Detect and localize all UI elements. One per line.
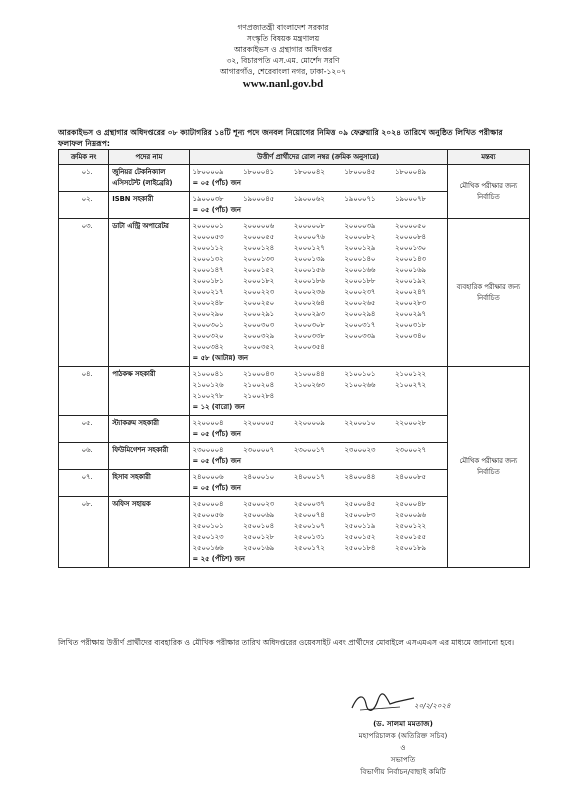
table-row xyxy=(59,165,530,192)
table-header-row xyxy=(59,150,530,165)
roll-number-grid xyxy=(193,445,444,456)
signatory-committee: বিভাগীয় নির্বাচন/বাছাই কমিটি xyxy=(360,767,446,776)
row-post-name: স্ট্যাকরুম সহকারী xyxy=(109,416,189,443)
roll-number: ২৫০০১৫২ xyxy=(344,533,376,541)
roll-number: ২০০০১৩২ xyxy=(192,255,224,263)
roll-number: ২০০০০৫৩ xyxy=(192,233,224,241)
table-row xyxy=(59,367,530,416)
roll-number: ১৯০০০৪৫ xyxy=(243,195,275,203)
roll-number: ২৫০০১৮৯ xyxy=(395,544,426,552)
roll-number: ২৪০০০১৭ xyxy=(293,473,325,481)
roll-number: ২০০০০৮২ xyxy=(344,233,376,241)
roll-number: ২৫০০১৫৫ xyxy=(395,533,426,541)
table-row xyxy=(59,219,530,367)
roll-number: ২৫০০০৯৬ xyxy=(395,511,426,519)
roll-number: ২০০০১৩৩ xyxy=(243,255,275,263)
roll-number: ২৫০০০৬৯ xyxy=(243,511,275,519)
roll-number: ২৫০০১৮৪ xyxy=(344,544,376,552)
roll-number: ২০০০২৮৩ xyxy=(395,299,426,307)
row-post-name: পাঠকক্ষ সহকারী xyxy=(109,367,189,416)
roll-number: ২৫০০১০১ xyxy=(192,522,224,530)
row-total: = ০৫ (পাঁচ) জন xyxy=(192,484,241,492)
roll-number: ২৩০০০০৭ xyxy=(243,446,275,454)
roll-number: ২৫০০১২৮ xyxy=(243,533,275,541)
roll-number: ২৫০০১০৭ xyxy=(293,522,325,530)
roll-number: ২০০০১৪৩ xyxy=(395,255,426,263)
row-post-name: জুনিয়র টেকনিক্যাল এসিসটেন্ট (লাইব্রেরি) xyxy=(109,165,189,192)
roll-number: ২০০০০০৬ xyxy=(243,222,275,230)
roll-number: ২০০০৩১৭ xyxy=(344,321,376,329)
signatory-role: সভাপতি xyxy=(390,755,416,764)
roll-number: ১৯০০০৭১ xyxy=(344,195,376,203)
header-line-address: ৩২, বিচারপতি এস.এম. মোর্শেদ সরণি xyxy=(226,56,340,65)
roll-number: ২০০০১৪০ xyxy=(344,255,376,263)
roll-number: ১৮০০০৪৫ xyxy=(344,168,376,176)
roll-number: ২১০০২০৪ xyxy=(243,381,275,389)
roll-number: ২০০০৩১৮ xyxy=(395,321,426,329)
roll-number: ২৫০০০৭৪ xyxy=(293,511,325,519)
roll-number: ২০০০০৫৫ xyxy=(243,233,275,241)
row-serial: ০২. xyxy=(59,192,109,219)
roll-number: ২৫০০০৪৫ xyxy=(344,500,376,508)
roll-number-grid xyxy=(193,194,444,205)
roll-number: ২৪০০০৪৪ xyxy=(344,473,376,481)
header-post: পদের নাম xyxy=(109,150,189,165)
row-serial: ০১. xyxy=(59,165,109,192)
row-post-name: ফিউমিগেশন সহকারী xyxy=(109,443,189,470)
header-line-department: আরকাইভস ও গ্রন্থাগার অধিদপ্তর xyxy=(234,45,332,54)
signature-block xyxy=(318,690,488,778)
roll-number: ২১০০০৪১ xyxy=(192,370,224,378)
row-post-name: ডাটা এন্ট্রি অপারেটর xyxy=(109,219,189,367)
roll-number: ২০০০১৪৭ xyxy=(192,266,224,274)
remark-viva: মৌখিক পরীক্ষার জন্য নির্বাচিত xyxy=(447,165,529,219)
roll-number: ২২০০০০৯ xyxy=(293,419,325,427)
header-serial: ক্রমিক নং xyxy=(59,150,109,165)
roll-number: ২০০০০০৮ xyxy=(293,222,325,230)
header-line-city: আগারগাঁও, শেরেবাংলা নগর, ঢাকা-১২০৭ xyxy=(219,67,346,76)
roll-number: ২৫০০১২৩ xyxy=(192,533,224,541)
row-roll-numbers xyxy=(189,443,447,470)
roll-number: ২০০০১৮২ xyxy=(243,277,275,285)
roll-number: ২০০০৩৩৯ xyxy=(344,332,376,340)
row-total: = ০৫ (পাঁচ) জন xyxy=(192,206,241,214)
row-total: = ১২ (বারো) জন xyxy=(192,403,245,411)
remark-viva: মৌখিক পরীক্ষার জন্য নির্বাচিত xyxy=(447,367,529,568)
header-remarks: মন্তব্য xyxy=(447,150,529,165)
roll-number: ২০০০২৫০ xyxy=(243,299,275,307)
roll-number: ২০০০০৫০ xyxy=(395,222,426,230)
roll-number: ২২০০০২৮ xyxy=(395,419,426,427)
remark-practical: ব্যবহারিক পরীক্ষার জন্য নির্বাচিত xyxy=(447,219,529,367)
row-serial: ০৬. xyxy=(59,443,109,470)
row-roll-numbers xyxy=(189,367,447,416)
roll-number: ১৮০০০০৯ xyxy=(192,168,224,176)
roll-number: ২৫০০১১৯ xyxy=(344,522,376,530)
roll-number: ২০০০১৩৯ xyxy=(293,255,325,263)
notice-intro: আরকাইভস ও গ্রন্থাগার অধিদপ্তরের ০৮ ক্যাটাগরির ১৪টি শূন্য পদে জনবল নিয়োগের নিমিত্ত ০৯ ফেব্রুয়ারি ২০২৪ তারিখে অনুষ্ঠিত লিখিত পরীক্ষার ফলাফল নিম্নরূপ: xyxy=(58,128,503,148)
roll-number: ২২০০০০৪ xyxy=(192,419,224,427)
row-post-name: হিসাব সহকারী xyxy=(109,470,189,497)
roll-number: ২৫০০১৬৯ xyxy=(243,544,275,552)
row-serial: ০৪. xyxy=(59,367,109,416)
roll-number: ২৩০০০০৪ xyxy=(192,446,224,454)
row-serial: ০৫. xyxy=(59,416,109,443)
roll-number: ২০০০১২৭ xyxy=(293,244,325,252)
row-serial: ০৮. xyxy=(59,497,109,568)
roll-number: ২২০০০১০ xyxy=(344,419,376,427)
roll-number: ২৫০০১৭২ xyxy=(293,544,325,552)
row-roll-numbers xyxy=(189,470,447,497)
roll-number: ১৯০০০৩৮ xyxy=(192,195,224,203)
roll-number: ২১০০২৬৩ xyxy=(293,381,325,389)
roll-number: ২০০০৩০১ xyxy=(192,321,224,329)
roll-number: ১৮০০০৪২ xyxy=(293,168,325,176)
roll-number: ২০০০০০১ xyxy=(192,222,224,230)
office-header xyxy=(0,22,566,91)
row-total: = ৫৮ (আটান্ন) জন xyxy=(192,354,248,362)
roll-number: ২১০০১২২ xyxy=(395,370,426,378)
roll-number: ২০০০৩৫৪ xyxy=(293,343,325,351)
signature-mark xyxy=(318,690,488,718)
roll-number: ২০০০২৩৬ xyxy=(293,288,325,296)
row-total: = ০৫ (পাঁচ) জন xyxy=(192,430,241,438)
roll-number: ২৫০০০৮৩ xyxy=(344,511,376,519)
website-url: www.nanl.gov.bd xyxy=(242,78,324,90)
row-total: = ২৫ (পঁচিশ) জন xyxy=(192,555,245,563)
roll-number: ২১০০০৪৪ xyxy=(293,370,325,378)
roll-number-grid xyxy=(193,418,444,429)
roll-number: ২০০০১৮৬ xyxy=(293,277,325,285)
roll-number: ২০০০২১৭ xyxy=(192,288,224,296)
roll-number: ২১০০২৭৮ xyxy=(192,392,224,400)
roll-number: ২১০০১০১ xyxy=(344,370,376,378)
roll-number: ২২০০০০৫ xyxy=(243,419,275,427)
roll-number: ২৩০০০১৭ xyxy=(293,446,325,454)
results-table-body xyxy=(59,165,530,568)
roll-number: ২০০০৩০৮ xyxy=(293,321,325,329)
signatory-and: ও xyxy=(400,743,406,752)
roll-number: ২১০০২৬৬ xyxy=(344,381,376,389)
roll-number: ২০০০১২৪ xyxy=(243,244,275,252)
roll-number: ২০০০১৮১ xyxy=(192,277,224,285)
roll-number: ২০০০০৭৬ xyxy=(293,233,325,241)
roll-number: ২০০০১৬৬ xyxy=(344,266,376,274)
roll-number: ২১০০২৭২ xyxy=(395,381,426,389)
roll-number: ২১০০০৪৩ xyxy=(243,370,275,378)
roll-number: ২০০০৩৪২ xyxy=(192,343,224,351)
roll-number: ২০০০১৮৮ xyxy=(344,277,376,285)
roll-number: ২৫০০০৪৮ xyxy=(395,500,426,508)
roll-number: ২০০০৩০৩ xyxy=(243,321,275,329)
roll-number: ১৮০০০৪১ xyxy=(243,168,275,176)
roll-number: ২০০০১৯২ xyxy=(395,277,426,285)
roll-number: ২০০০২৩৭ xyxy=(344,288,376,296)
header-line-government: গণপ্রজাতন্ত্রী বাংলাদেশ সরকার xyxy=(237,23,329,32)
signature-date: ২০/২/২০২৪ xyxy=(414,702,451,710)
roll-number: ২৪০০০০৬ xyxy=(192,473,224,481)
roll-number-grid xyxy=(193,499,444,554)
roll-number: ২০০০০৮৪ xyxy=(395,233,426,241)
roll-number-grid xyxy=(193,369,444,402)
roll-number: ২৩০০০২৩ xyxy=(344,446,376,454)
row-roll-numbers xyxy=(189,192,447,219)
signatory-name: (ড. সালমা মমতাজ) xyxy=(373,719,433,728)
roll-number: ২০০০২৪৮ xyxy=(192,299,224,307)
roll-number: ১৮০০০৪৯ xyxy=(395,168,426,176)
handwritten-signature xyxy=(348,690,418,716)
roll-number: ২৫০০০২৩ xyxy=(243,500,275,508)
footer-note: লিখিত পরীক্ষায় উত্তীর্ণ প্রার্থীদের ব্যবহারিক ও মৌখিক পরীক্ষার তারিখ অধিদপ্তরের ওয়েবসাইট এবং প্রার্থীদের মোবাইলে এসএমএস এর মাধ্যমে জানানো হবে। xyxy=(58,638,515,647)
header-line-ministry: সংস্কৃতি বিষয়ক মন্ত্রণালয় xyxy=(246,34,320,43)
roll-number: ২০০০৩৪০ xyxy=(395,332,426,340)
roll-number-grid xyxy=(193,221,444,353)
header-rolls: উত্তীর্ণ প্রার্থীদের রোল নম্বর (ক্রমিক অনুসারে) xyxy=(189,150,447,165)
row-roll-numbers xyxy=(189,219,447,367)
roll-number: ২০০০২৬৫ xyxy=(344,299,376,307)
roll-number: ২০০০৩২৯ xyxy=(243,332,275,340)
row-total: = ০৫ (পাঁচ) জন xyxy=(192,179,241,187)
roll-number: ২৫০০১০৪ xyxy=(243,522,275,530)
row-total: = ০৫ (পাঁচ) জন xyxy=(192,457,241,465)
roll-number: ২০০০২৯৭ xyxy=(395,310,426,318)
roll-number: ২০০০২৯১ xyxy=(243,310,275,318)
roll-number: ২১০০২৮৪ xyxy=(243,392,275,400)
roll-number: ২০০০২৯০ xyxy=(192,310,224,318)
roll-number: ২১০০১২৬ xyxy=(192,381,224,389)
roll-number: ২০০০২৯৩ xyxy=(293,310,325,318)
roll-number: ২০০০২৬৪ xyxy=(293,299,325,307)
row-serial: ০৭. xyxy=(59,470,109,497)
roll-number: ২৫০০০৫৬ xyxy=(192,511,224,519)
roll-number: ২০০০১৫৬ xyxy=(293,266,325,274)
roll-number: ২০০০৩৫২ xyxy=(243,343,275,351)
results-table xyxy=(58,149,530,568)
roll-number: ২০০০৩২০ xyxy=(192,332,224,340)
roll-number: ২০০০২৪৭ xyxy=(395,288,426,296)
roll-number: ২৫০০১২২ xyxy=(395,522,426,530)
row-roll-numbers xyxy=(189,497,447,568)
row-roll-numbers xyxy=(189,165,447,192)
roll-number: ১৯০০০৬২ xyxy=(293,195,325,203)
roll-number: ২৫০০১৬৬ xyxy=(192,544,224,552)
roll-number-grid xyxy=(193,167,444,178)
roll-number: ২৩০০০২৭ xyxy=(395,446,426,454)
roll-number: ২০০০১১২ xyxy=(192,244,224,252)
roll-number: ২০০০১২৯ xyxy=(344,244,376,252)
roll-number: ২০০০০৩৯ xyxy=(344,222,376,230)
row-roll-numbers xyxy=(189,416,447,443)
roll-number: ২০০০২২৩ xyxy=(243,288,275,296)
roll-number: ২৫০০১৩১ xyxy=(293,533,325,541)
row-serial: ০৩. xyxy=(59,219,109,367)
roll-number: ২০০০২৯৪ xyxy=(344,310,376,318)
roll-number: ২৫০০০৩৭ xyxy=(293,500,325,508)
roll-number: ২০০০৩৩৮ xyxy=(293,332,325,340)
signatory-designation: মহাপরিচালক (অতিরিক্ত সচিব) xyxy=(358,731,448,740)
roll-number: ২৪০০০১০ xyxy=(243,473,275,481)
row-post-name: ISBN সহকারী xyxy=(109,192,189,219)
roll-number-grid xyxy=(193,472,444,483)
roll-number: ২০০০১৫২ xyxy=(243,266,275,274)
roll-number: ১৯০০০৭৮ xyxy=(395,195,426,203)
roll-number: ২০০০১৩০ xyxy=(395,244,426,252)
roll-number: ২০০০১৬৯ xyxy=(395,266,426,274)
row-post-name: অফিস সহায়ক xyxy=(109,497,189,568)
roll-number: ২৫০০০০৪ xyxy=(192,500,224,508)
roll-number: ২৪০০০৮৫ xyxy=(395,473,426,481)
